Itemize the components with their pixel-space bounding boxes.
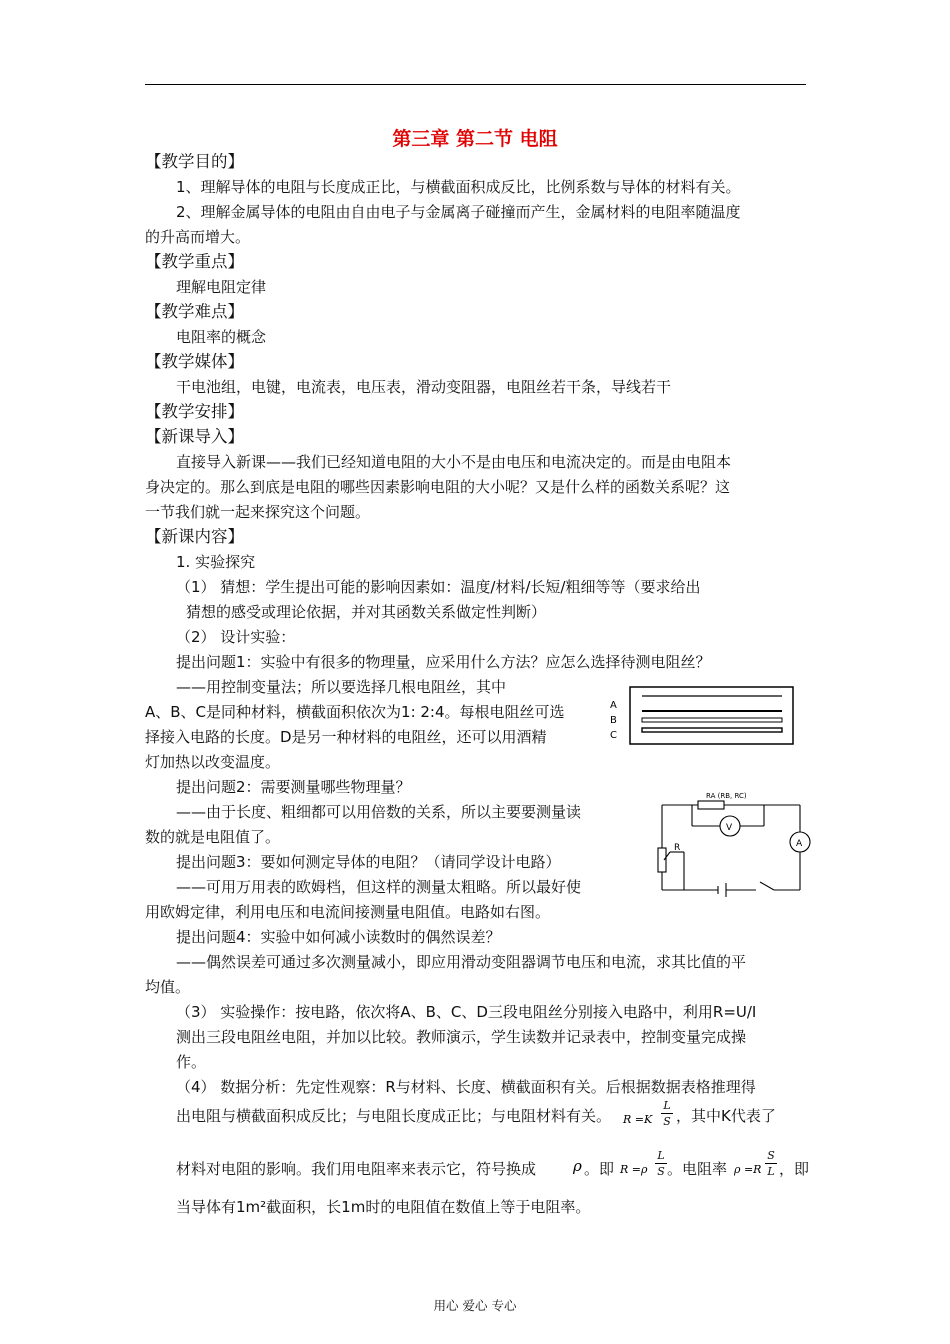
fraction-bar (661, 1113, 673, 1114)
answer-1c: 择接入电路的长度。D是另一种材料的电阻丝，还可以用酒精 (145, 728, 547, 746)
heading-content: 【新课内容】 (145, 527, 244, 546)
intro-line-3: 一节我们就一起来探究这个问题。 (145, 503, 371, 521)
key-text: 理解电阻定律 (176, 278, 267, 296)
fraction-bar (655, 1163, 667, 1164)
para-2: （2） 设计实验： (176, 628, 296, 646)
wire-b2 (642, 718, 782, 722)
wire-label-a: A (610, 700, 617, 711)
para-1b: 猜想的感受或理论依据，并对其函数关系做定性判断） (186, 603, 547, 621)
rho-symbol: ρ (573, 1157, 582, 1175)
difficulty-text: 电阻率的概念 (176, 328, 267, 346)
goal-line-2a: 2、理解金属导体的电阻由自由电子与金属离子碰撞而产生，金属材料的电阻率随温度 (176, 203, 741, 221)
formula-3-numerator: S (767, 1149, 775, 1162)
page-title: 第三章 第二节 电阻 (392, 128, 558, 150)
para-4b-suffix: ，其中K代表了 (676, 1107, 776, 1125)
answer-3b: 用欧姆定律，利用电压和电流间接测量电阻值。电路如右图。 (145, 903, 551, 921)
formula-3-fraction (765, 1149, 777, 1178)
wire-c (642, 728, 782, 732)
answer-2a: ——由于长度、粗细都可以用倍数的关系，所以主要要测量读 (176, 803, 582, 821)
para-5-mid1: 。即 (584, 1160, 615, 1178)
para-5-text: 材料对电阻的影响。我们用电阻率来表示它，符号换成 (176, 1160, 537, 1178)
resistance-wires-figure (604, 686, 794, 746)
para-5-suffix: ，即 (779, 1160, 810, 1178)
question-4: 提出问题4：实验中如何减小读数时的偶然误差？ (176, 928, 501, 946)
answer-1d: 灯加热以改变温度。 (145, 753, 281, 771)
heading-intro: 【新课导入】 (145, 427, 244, 446)
formula-2-numerator: L (657, 1149, 665, 1162)
header-rule (145, 84, 806, 85)
intro-line-1: 直接导入新课——我们已经知道电阻的大小不是由电压和电流决定的。而是由电阻本 (176, 453, 732, 471)
para-5-mid2: 。电阻率 (667, 1160, 728, 1178)
para-3a: （3） 实验操作：按电路，依次将A、B、C、D三段电阻丝分别接入电路中，利用R=U/I (176, 1003, 757, 1021)
intro-line-2: 身决定的。那么到底是电阻的哪些因素影响电阻的大小呢？又是什么样的函数关系呢？这 (145, 478, 731, 496)
rheostat (658, 848, 666, 872)
answer-3a: ——可用万用表的欧姆档，但这样的测量太粗略。所以最好使 (176, 878, 582, 896)
formula-3-lhs: ρ =R (734, 1163, 762, 1176)
question-1: 提出问题1：实验中有很多的物理量，应采用什么方法？应怎么选择待测电阻丝？ (176, 653, 711, 671)
answer-4a: ——偶然误差可通过多次测量减小，即应用滑动变阻器调节电压和电流，求其比值的平 (176, 953, 747, 971)
voltmeter-label: V (726, 823, 733, 833)
para-4b-text: 出电阻与横截面积成反比；与电阻长度成正比；与电阻材料有关。 (176, 1107, 612, 1125)
page-footer: 用心 爱心 专心 (433, 1298, 517, 1313)
switch (760, 882, 774, 890)
heading-arrange: 【教学安排】 (145, 402, 244, 421)
fraction-bar (765, 1163, 777, 1164)
para-1a: （1） 猜想：学生提出可能的影响因素如：温度/材料/长短/粗细等等（要求给出 (176, 578, 701, 596)
goal-line-2b: 的升高而增大。 (145, 228, 251, 246)
ammeter-label: A (796, 839, 803, 849)
heading-media: 【教学媒体】 (145, 352, 244, 371)
formula-2-fraction (655, 1149, 667, 1178)
formula-1-numerator: L (663, 1099, 671, 1112)
formula-1-lhs: R =K (623, 1113, 653, 1126)
para-3b: 测出三段电阻丝电阻，并加以比较。教师演示，学生读数并记录表中，控制变量完成操 (176, 1028, 747, 1046)
formula-2-denominator: S (657, 1165, 665, 1178)
formula-2-lhs: R =ρ (620, 1163, 648, 1176)
test-resistor (698, 801, 724, 809)
para-4a: （4） 数据分析：先定性观察：R与材料、长度、横截面积有关。后根据数据表格推理得 (176, 1078, 756, 1096)
formula-1-fraction (661, 1099, 673, 1128)
formula-1-denominator: S (663, 1115, 671, 1128)
para-6: 当导体有1m²截面积，长1m时的电阻值在数值上等于电阻率。 (176, 1198, 591, 1216)
answer-1a: ——用控制变量法；所以要选择几根电阻丝，其中 (176, 678, 507, 696)
goal-line-1: 1、理解导体的电阻与长度成正比，与横截面积成反比，比例系数与导体的材料有关。 (176, 178, 741, 196)
answer-2b: 数的就是电阻值了。 (145, 828, 281, 846)
wire-label-c: C (610, 730, 617, 741)
section-1: 1. 实验探究 (176, 553, 256, 571)
answer-1b: A、B、C是同种材料，横截面积依次为1: 2:4。每根电阻丝可选 (145, 703, 565, 721)
heading-key: 【教学重点】 (145, 252, 244, 271)
rheostat-label: R (674, 843, 681, 853)
heading-goal: 【教学目的】 (145, 152, 244, 171)
media-text: 干电池组，电键，电流表，电压表，滑动变阻器，电阻丝若干条，导线若干 (176, 378, 672, 396)
question-2: 提出问题2：需要测量哪些物理量？ (176, 778, 411, 796)
wire-label-b: B (610, 715, 617, 726)
para-3c: 作。 (176, 1053, 207, 1071)
formula-3-denominator: L (767, 1165, 775, 1178)
answer-4b: 均值。 (145, 978, 191, 996)
heading-difficulty: 【教学难点】 (145, 302, 244, 321)
circuit-diagram (656, 788, 812, 900)
resistor-label: RA (RB, RC) (706, 792, 747, 800)
question-3: 提出问题3：要如何测定导体的电阻？（请同学设计电路） (176, 853, 561, 871)
